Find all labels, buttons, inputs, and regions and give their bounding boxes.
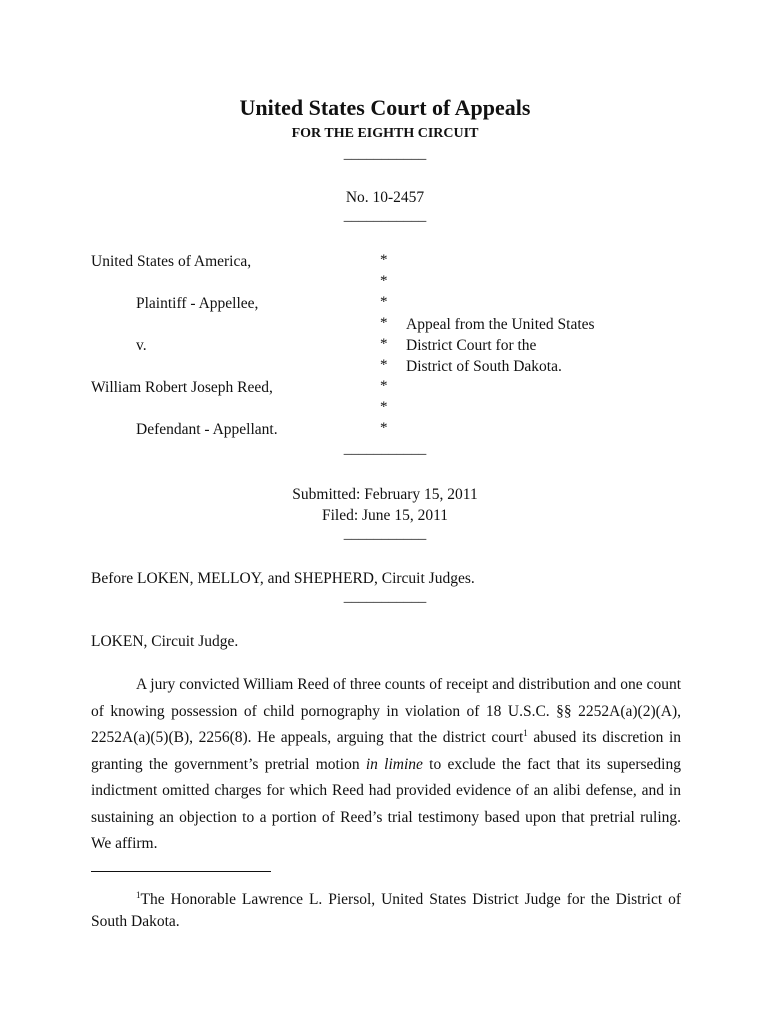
caption-star: * bbox=[380, 399, 388, 415]
footnote-text: The Honorable Lawrence L. Piersol, United States District Judge for the District of South Dakota. bbox=[91, 891, 681, 930]
versus-label: v. bbox=[136, 337, 147, 354]
defendant-role: Defendant - Appellant. bbox=[136, 421, 278, 438]
opinion-text-3: to exclude the fact that its superseding indictment omitted charges for which Reed had provided evidence of an alibi defense, and in sustaining an objection to a portion of Reed’s trial testimony based upon that pretrial ruling. We affirm. bbox=[91, 755, 681, 852]
caption-star: * bbox=[380, 378, 388, 394]
filed-date: Filed: June 15, 2011 bbox=[321, 507, 448, 524]
defendant-name: William Robert Joseph Reed, bbox=[91, 379, 273, 396]
caption-star: * bbox=[380, 357, 388, 373]
footnote-divider bbox=[91, 871, 271, 872]
caption-star: * bbox=[380, 336, 388, 352]
separator-1: ___________ bbox=[343, 146, 427, 162]
appeal-line-3: District of South Dakota. bbox=[406, 358, 562, 375]
panel-line: Before LOKEN, MELLOY, and SHEPHERD, Circuit Judges. bbox=[91, 570, 475, 587]
footnote bbox=[91, 889, 681, 933]
caption-star: * bbox=[380, 273, 388, 289]
appeal-line-1: Appeal from the United States bbox=[406, 316, 595, 333]
plaintiff-name: United States of America, bbox=[91, 253, 252, 270]
case-number: No. 10-2457 bbox=[345, 189, 425, 206]
footnote-reference: 1 bbox=[523, 727, 528, 738]
court-title: United States Court of Appeals bbox=[239, 95, 531, 120]
circuit-subtitle: FOR THE EIGHTH CIRCUIT bbox=[291, 126, 479, 141]
appeal-line-2: District Court for the bbox=[406, 337, 537, 354]
author-line: LOKEN, Circuit Judge. bbox=[91, 633, 239, 650]
footnote-number: 1 bbox=[136, 889, 141, 900]
separator-2: ___________ bbox=[343, 208, 427, 224]
caption-star: * bbox=[380, 315, 388, 331]
submitted-date: Submitted: February 15, 2011 bbox=[292, 486, 478, 503]
caption-star: * bbox=[380, 420, 388, 436]
separator-5: ___________ bbox=[343, 589, 427, 605]
opinion-italic: in limine bbox=[365, 755, 423, 773]
opinion-text-1: A jury convicted William Reed of three counts of receipt and distribution and one count of knowing possession of child pornography in violation of 18 U.S.C. §§ 2252A(a)(2)(A), 2252A(a)(5)(B), 2256(8). He appeals, arguing that the district court bbox=[91, 676, 681, 746]
opinion-text-2: abused its discretion in granting the government’s pretrial motion bbox=[91, 729, 681, 773]
separator-3: ___________ bbox=[343, 441, 427, 457]
plaintiff-role: Plaintiff - Appellee, bbox=[136, 295, 259, 312]
opinion-paragraph bbox=[91, 672, 681, 858]
caption-star: * bbox=[380, 294, 388, 310]
separator-4: ___________ bbox=[343, 526, 427, 542]
caption-star: * bbox=[380, 252, 388, 268]
